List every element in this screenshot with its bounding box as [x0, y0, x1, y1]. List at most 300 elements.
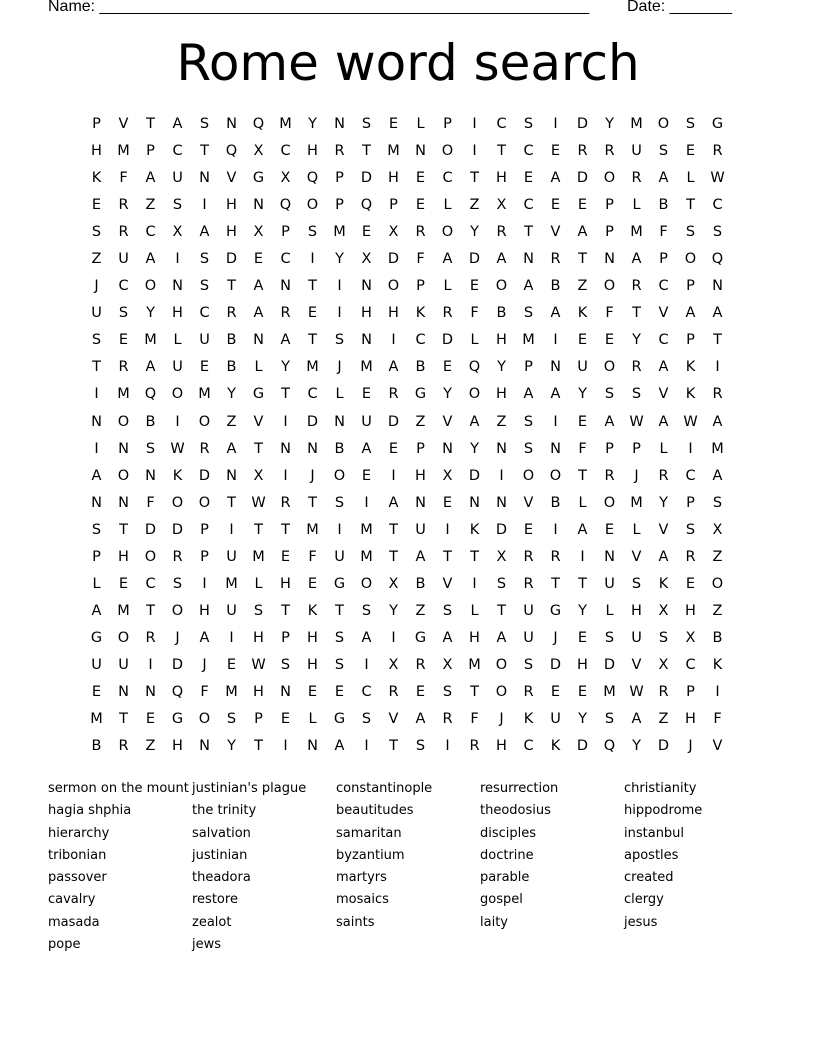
- grid-letter: H: [307, 143, 318, 160]
- grid-letter: E: [415, 170, 426, 187]
- grid-letter: X: [388, 656, 399, 673]
- grid-letter: A: [658, 170, 669, 187]
- word-list-item: created: [624, 870, 674, 886]
- grid-letter: T: [146, 116, 155, 132]
- grid-letter: H: [496, 332, 507, 349]
- grid-letter: K: [550, 738, 561, 755]
- grid-letter: M: [522, 332, 535, 349]
- grid-letter: J: [175, 629, 180, 646]
- grid-letter: E: [361, 467, 372, 484]
- grid-letter: S: [523, 656, 534, 673]
- grid-letter: T: [227, 278, 236, 295]
- grid-letter: G: [549, 602, 562, 619]
- grid-letter: H: [118, 548, 129, 565]
- grid-letter: T: [254, 738, 263, 755]
- grid-letter: T: [308, 278, 317, 295]
- grid-letter: A: [685, 305, 696, 322]
- grid-letter: D: [495, 521, 508, 538]
- grid-letter: I: [337, 278, 342, 295]
- grid-letter: N: [361, 332, 372, 349]
- grid-letter: P: [605, 440, 614, 457]
- grid-letter: O: [657, 116, 670, 132]
- grid-letter: I: [472, 575, 477, 592]
- grid-letter: I: [553, 521, 558, 538]
- grid-letter: M: [225, 575, 238, 592]
- grid-letter: O: [522, 467, 535, 484]
- grid-letter: N: [253, 197, 264, 214]
- grid-letter: X: [253, 467, 264, 484]
- grid-letter: I: [364, 656, 369, 673]
- grid-letter: C: [496, 116, 507, 132]
- grid-letter: R: [442, 305, 453, 322]
- grid-letter: H: [307, 629, 318, 646]
- grid-letter: R: [442, 711, 453, 728]
- grid-letter: G: [414, 386, 427, 403]
- grid-letter: I: [337, 305, 342, 322]
- grid-letter: S: [253, 602, 264, 619]
- grid-letter: F: [605, 305, 614, 322]
- word-list-item: cavalry: [48, 892, 96, 908]
- grid-letter: A: [172, 116, 183, 132]
- word-list-item: beautitudes: [336, 803, 414, 819]
- grid-letter: X: [658, 602, 669, 619]
- grid-letter: E: [307, 683, 318, 700]
- grid-letter: O: [549, 467, 562, 484]
- grid-letter: E: [199, 359, 210, 376]
- grid-letter: N: [91, 413, 102, 430]
- grid-letter: A: [442, 629, 453, 646]
- grid-letter: A: [496, 251, 507, 268]
- grid-letter: G: [252, 170, 265, 187]
- grid-letter: Y: [659, 494, 668, 511]
- grid-letter: F: [119, 170, 128, 187]
- grid-letter: S: [496, 575, 507, 592]
- grid-letter: I: [715, 359, 720, 376]
- grid-letter: H: [388, 305, 399, 322]
- grid-letter: E: [604, 332, 615, 349]
- grid-letter: N: [280, 683, 291, 700]
- grid-letter: Y: [389, 602, 398, 619]
- grid-letter: G: [90, 629, 103, 646]
- grid-letter: P: [92, 116, 101, 132]
- grid-letter: H: [577, 656, 588, 673]
- grid-letter: V: [388, 711, 399, 728]
- grid-letter: Y: [227, 738, 236, 755]
- grid-letter: L: [605, 602, 614, 619]
- grid-letter: A: [145, 251, 156, 268]
- grid-letter: I: [148, 656, 153, 673]
- grid-letter: P: [200, 521, 209, 538]
- grid-letter: A: [712, 305, 723, 322]
- grid-letter: T: [497, 143, 506, 160]
- grid-letter: O: [144, 548, 157, 565]
- grid-letter: A: [226, 440, 237, 457]
- word-list-item: jews: [192, 937, 222, 953]
- grid-letter: D: [468, 251, 481, 268]
- grid-letter: E: [307, 575, 318, 592]
- grid-letter: L: [173, 332, 182, 349]
- grid-letter: V: [550, 224, 561, 241]
- grid-letter: B: [550, 278, 561, 295]
- grid-letter: D: [576, 738, 589, 755]
- grid-letter: Z: [415, 413, 426, 430]
- grid-letter: I: [553, 332, 558, 349]
- grid-letter: R: [658, 467, 669, 484]
- grid-letter: Y: [632, 738, 641, 755]
- grid-letter: J: [202, 656, 207, 673]
- grid-letter: R: [658, 683, 669, 700]
- grid-letter: U: [91, 305, 102, 322]
- grid-letter: S: [685, 521, 696, 538]
- grid-letter: Q: [252, 116, 265, 132]
- grid-letter: A: [145, 170, 156, 187]
- grid-letter: W: [170, 440, 185, 457]
- grid-letter: S: [712, 494, 723, 511]
- grid-letter: T: [281, 521, 290, 538]
- grid-letter: A: [415, 711, 426, 728]
- grid-letter: Y: [470, 440, 479, 457]
- grid-letter: C: [442, 170, 453, 187]
- grid-letter: R: [631, 359, 642, 376]
- grid-letter: B: [226, 332, 237, 349]
- grid-letter: D: [657, 738, 670, 755]
- grid-letter: I: [229, 629, 234, 646]
- word-list-item: gospel: [480, 892, 523, 908]
- grid-letter: X: [253, 143, 264, 160]
- grid-letter: M: [333, 224, 346, 241]
- grid-letter: T: [308, 332, 317, 349]
- grid-letter: E: [577, 413, 588, 430]
- grid-letter: K: [658, 575, 669, 592]
- grid-letter: R: [388, 386, 399, 403]
- grid-letter: U: [550, 711, 561, 728]
- grid-letter: O: [603, 170, 616, 187]
- grid-letter: K: [307, 602, 318, 619]
- grid-letter: X: [388, 224, 399, 241]
- grid-letter: X: [388, 575, 399, 592]
- grid-letter: I: [391, 332, 396, 349]
- grid-letter: E: [685, 575, 696, 592]
- grid-letter: I: [94, 386, 99, 403]
- grid-letter: V: [658, 386, 669, 403]
- grid-letter: Z: [91, 251, 102, 268]
- grid-letter: O: [441, 143, 454, 160]
- grid-letter: R: [604, 467, 615, 484]
- word-list-item: christianity: [624, 781, 697, 796]
- grid-letter: X: [280, 170, 291, 187]
- grid-letter: A: [712, 413, 723, 430]
- grid-letter: Z: [226, 413, 237, 430]
- grid-letter: X: [442, 467, 453, 484]
- grid-letter: N: [712, 278, 723, 295]
- grid-letter: S: [307, 224, 318, 241]
- grid-letter: C: [523, 143, 534, 160]
- grid-letter: O: [495, 278, 508, 295]
- grid-letter: M: [360, 359, 373, 376]
- grid-letter: Z: [145, 738, 156, 755]
- page-title: Rome word search: [176, 34, 640, 92]
- grid-letter: O: [117, 629, 130, 646]
- grid-letter: S: [361, 116, 372, 132]
- grid-letter: C: [685, 656, 696, 673]
- grid-letter: T: [281, 602, 290, 619]
- grid-letter: R: [334, 143, 345, 160]
- grid-letter: H: [226, 224, 237, 241]
- grid-letter: M: [630, 116, 643, 132]
- grid-letter: E: [577, 332, 588, 349]
- grid-letter: O: [684, 251, 697, 268]
- grid-letter: D: [306, 413, 319, 430]
- grid-letter: T: [146, 602, 155, 619]
- word-list-item: restore: [192, 892, 238, 908]
- grid-letter: Q: [279, 197, 292, 214]
- grid-letter: Y: [146, 305, 155, 322]
- word-list-item: apostles: [624, 847, 679, 863]
- grid-letter: N: [91, 494, 102, 511]
- grid-letter: W: [251, 494, 266, 511]
- grid-letter: S: [172, 575, 183, 592]
- grid-letter: R: [604, 143, 615, 160]
- grid-letter: A: [388, 494, 399, 511]
- grid-letter: I: [364, 738, 369, 755]
- grid-letter: F: [308, 548, 317, 565]
- grid-letter: A: [577, 224, 588, 241]
- grid-letter: N: [604, 251, 615, 268]
- grid-letter: T: [686, 197, 695, 214]
- grid-letter: S: [523, 413, 534, 430]
- grid-letter: S: [685, 224, 696, 241]
- grid-letter: N: [280, 278, 291, 295]
- grid-letter: H: [172, 738, 183, 755]
- grid-letter: T: [119, 711, 128, 728]
- grid-letter: G: [333, 575, 346, 592]
- grid-letter: N: [469, 494, 480, 511]
- grid-letter: T: [254, 521, 263, 538]
- grid-letter: E: [361, 224, 372, 241]
- date-field-label: Date: _______: [627, 0, 732, 15]
- grid-letter: S: [523, 440, 534, 457]
- grid-letter: P: [416, 278, 425, 295]
- grid-letter: N: [253, 332, 264, 349]
- word-list-item: constantinople: [336, 781, 433, 796]
- grid-letter: L: [632, 197, 641, 214]
- grid-letter: L: [686, 170, 695, 187]
- grid-letter: A: [199, 629, 210, 646]
- grid-letter: H: [496, 386, 507, 403]
- grid-letter: I: [283, 413, 288, 430]
- grid-letter: H: [469, 629, 480, 646]
- grid-letter: F: [200, 683, 209, 700]
- grid-letter: T: [227, 494, 236, 511]
- grid-letter: A: [361, 440, 372, 457]
- grid-letter: P: [335, 197, 344, 214]
- grid-letter: A: [361, 629, 372, 646]
- grid-letter: P: [632, 440, 641, 457]
- grid-letter: N: [307, 440, 318, 457]
- grid-letter: L: [659, 440, 668, 457]
- grid-letter: T: [470, 170, 479, 187]
- word-list-item: justinian's plague: [192, 781, 307, 796]
- grid-letter: P: [200, 548, 209, 565]
- grid-letter: H: [226, 197, 237, 214]
- grid-letter: S: [91, 332, 102, 349]
- grid-letter: M: [630, 494, 643, 511]
- grid-letter: N: [442, 440, 453, 457]
- grid-letter: E: [388, 116, 399, 132]
- grid-letter: E: [388, 440, 399, 457]
- grid-letter: N: [145, 467, 156, 484]
- grid-letter: S: [361, 711, 372, 728]
- grid-letter: A: [280, 332, 291, 349]
- grid-letter: I: [472, 143, 477, 160]
- grid-letter: I: [202, 575, 207, 592]
- grid-letter: S: [280, 656, 291, 673]
- grid-letter: Z: [577, 278, 588, 295]
- grid-letter: I: [229, 521, 234, 538]
- grid-letter: S: [199, 278, 210, 295]
- grid-letter: M: [711, 440, 724, 457]
- grid-letter: E: [226, 656, 237, 673]
- grid-letter: F: [416, 251, 425, 268]
- grid-letter: T: [389, 738, 398, 755]
- grid-letter: M: [117, 386, 130, 403]
- grid-letter: Q: [306, 170, 319, 187]
- word-list-item: jesus: [624, 914, 658, 930]
- grid-letter: D: [225, 251, 238, 268]
- grid-letter: H: [172, 305, 183, 322]
- grid-letter: A: [145, 359, 156, 376]
- grid-letter: N: [415, 494, 426, 511]
- grid-letter: C: [658, 278, 669, 295]
- grid-letter: S: [91, 224, 102, 241]
- grid-letter: T: [119, 521, 128, 538]
- grid-letter: S: [145, 440, 156, 457]
- grid-letter: R: [631, 170, 642, 187]
- grid-letter: A: [550, 386, 561, 403]
- grid-letter: P: [281, 629, 290, 646]
- grid-letter: F: [146, 494, 155, 511]
- grid-letter: N: [550, 359, 561, 376]
- grid-letter: U: [604, 575, 615, 592]
- grid-letter: P: [686, 278, 695, 295]
- grid-letter: F: [659, 224, 668, 241]
- grid-letter: O: [171, 494, 184, 511]
- grid-letter: L: [443, 197, 452, 214]
- grid-letter: S: [685, 116, 696, 132]
- grid-letter: J: [310, 467, 315, 484]
- grid-letter: P: [605, 197, 614, 214]
- grid-letter: O: [495, 683, 508, 700]
- grid-letter: J: [337, 359, 342, 376]
- grid-letter: J: [94, 278, 99, 295]
- grid-letter: T: [281, 386, 290, 403]
- grid-letter: E: [280, 711, 291, 728]
- grid-letter: P: [416, 440, 425, 457]
- grid-letter: D: [441, 332, 454, 349]
- grid-letter: H: [307, 656, 318, 673]
- grid-letter: U: [172, 170, 183, 187]
- grid-letter: T: [389, 548, 398, 565]
- grid-letter: N: [226, 467, 237, 484]
- grid-letter: P: [686, 494, 695, 511]
- grid-letter: B: [550, 494, 561, 511]
- grid-letter: E: [253, 251, 264, 268]
- grid-letter: X: [253, 224, 264, 241]
- grid-letter: D: [171, 521, 184, 538]
- grid-letter: U: [226, 602, 237, 619]
- grid-letter: R: [415, 656, 426, 673]
- grid-letter: Y: [605, 116, 614, 132]
- header-line: [0, 0, 816, 22]
- grid-letter: R: [145, 629, 156, 646]
- grid-letter: T: [713, 332, 722, 349]
- grid-letter: G: [252, 386, 265, 403]
- grid-letter: O: [333, 467, 346, 484]
- grid-letter: A: [658, 413, 669, 430]
- grid-letter: N: [307, 738, 318, 755]
- grid-letter: A: [577, 521, 588, 538]
- grid-letter: N: [496, 440, 507, 457]
- grid-letter: P: [281, 224, 290, 241]
- word-list-empty-slot: [624, 934, 768, 956]
- grid-letter: O: [603, 494, 616, 511]
- grid-letter: C: [658, 332, 669, 349]
- grid-letter: E: [523, 170, 534, 187]
- grid-letter: E: [523, 521, 534, 538]
- word-list-item: masada: [48, 914, 100, 930]
- grid-letter: G: [414, 629, 427, 646]
- grid-letter: N: [118, 683, 129, 700]
- grid-letter: R: [523, 548, 534, 565]
- word-list-item: the trinity: [192, 803, 257, 819]
- grid-letter: N: [550, 440, 561, 457]
- word-list-item: hierarchy: [48, 825, 110, 841]
- grid-letter: N: [496, 494, 507, 511]
- grid-letter: M: [144, 332, 157, 349]
- grid-letter: M: [630, 224, 643, 241]
- grid-letter: O: [603, 278, 616, 295]
- grid-letter: M: [306, 359, 319, 376]
- grid-letter: S: [658, 629, 669, 646]
- grid-letter: O: [117, 413, 130, 430]
- grid-letter: T: [551, 575, 560, 592]
- grid-letter: W: [251, 656, 266, 673]
- letter-grid: [83, 111, 731, 760]
- grid-letter: A: [253, 305, 264, 322]
- grid-letter: H: [388, 170, 399, 187]
- grid-letter: V: [442, 413, 453, 430]
- word-list-item: clergy: [624, 892, 664, 908]
- grid-letter: I: [283, 467, 288, 484]
- grid-letter: F: [470, 305, 479, 322]
- grid-letter: H: [415, 467, 426, 484]
- grid-letter: Y: [578, 711, 587, 728]
- word-list-item: tribonian: [48, 847, 107, 863]
- grid-letter: O: [603, 359, 616, 376]
- grid-letter: R: [577, 143, 588, 160]
- grid-letter: V: [658, 521, 669, 538]
- grid-letter: E: [415, 683, 426, 700]
- grid-letter: L: [254, 359, 263, 376]
- grid-letter: R: [523, 575, 534, 592]
- grid-letter: Q: [144, 386, 157, 403]
- grid-letter: X: [496, 197, 507, 214]
- grid-letter: A: [712, 467, 723, 484]
- grid-letter: M: [387, 143, 400, 160]
- grid-letter: H: [199, 602, 210, 619]
- grid-letter: D: [576, 116, 589, 132]
- grid-letter: T: [470, 548, 479, 565]
